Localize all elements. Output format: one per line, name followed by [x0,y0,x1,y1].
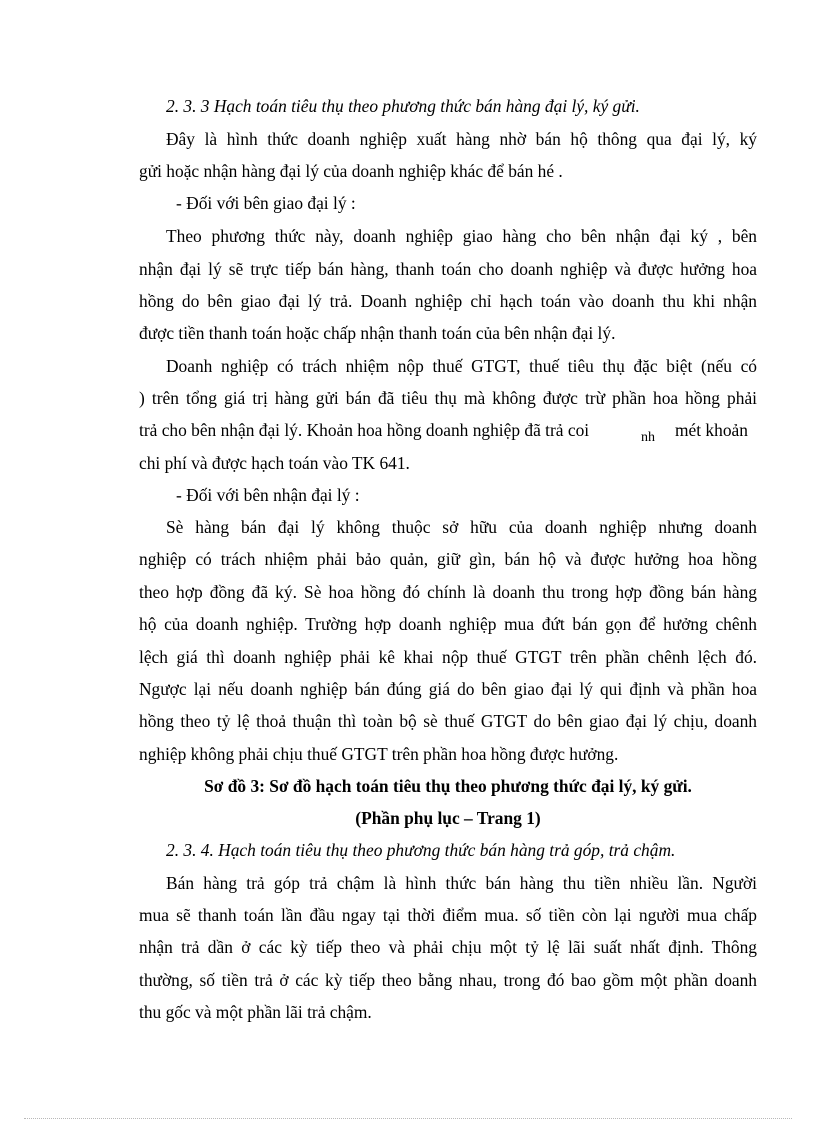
paragraph-line: gửi hoặc nhận hàng đại lý của doanh nghiệp khác để bán hé . [139,161,563,181]
paragraph-line: nhận đại lý sẽ trực tiếp bán hàng, thanh toán cho doanh nghiệp và được hưởng hoa [139,259,757,279]
section-heading-2-3-3: 2. 3. 3 Hạch toán tiêu thụ theo phương thức bán hàng đại lý, ký gửi. [166,96,640,116]
paragraph-line: thường, số tiền trả ở các kỳ tiếp theo bằng nhau, trong đó bao gồm một phần doanh [139,970,757,990]
paragraph-line: được tiền thanh toán hoặc chấp nhận thanh toán của bên nhận đại lý. [139,323,616,343]
paragraph-line: Sè hàng bán đại lý không thuộc sở hữu của doanh nghiệp nhưng doanh [166,517,757,537]
paragraph-line: hộ của doanh nghiệp. Trường hợp doanh nghiệp mua đứt bán gọn để hưởng chênh [139,614,757,634]
diagram-reference: (Phần phụ lục – Trang 1) [355,808,541,828]
paragraph-line: thu gốc và một phần lãi trả chậm. [139,1002,372,1022]
page-bottom-divider [24,1118,792,1119]
section-heading-2-3-4: 2. 3. 4. Hạch toán tiêu thụ theo phương thức bán hàng trả góp, trả chậm. [166,840,676,860]
subscript-text: nh [641,430,655,445]
paragraph-line: theo hợp đồng đã ký. Sè hoa hồng đó chính là doanh thu trong hợp đồng bán hàng [139,582,757,602]
paragraph-line: lệch giá thì doanh nghiệp phải kê khai nộp thuế GTGT trên phần chênh lệch đó. [139,647,757,667]
paragraph-line: Doanh nghiệp có trách nhiệm nộp thuế GTGT, thuế tiêu thụ đặc biệt (nếu có [166,356,757,376]
paragraph-line: hồng theo tỷ lệ thoả thuận thì toàn bộ sè thuế GTGT do bên giao đại lý chịu, doanh [139,711,757,731]
paragraph-line: hồng do bên giao đại lý trả. Doanh nghiệp chỉ hạch toán vào doanh thu khi nhận [139,291,757,311]
paragraph-line: Bán hàng trả góp trả chậm là hình thức bán hàng thu tiền nhiều lần. Người [166,873,757,893]
paragraph-line: Theo phương thức này, doanh nghiệp giao hàng cho bên nhận đại ký , bên [166,226,757,246]
bullet-ben-giao-dai-ly: - Đối với bên giao đại lý : [176,193,356,213]
paragraph-line: nghiệp không phải chịu thuế GTGT trên phần hoa hồng được hưởng. [139,744,619,764]
paragraph-line: nhận trả dần ở các kỳ tiếp theo và phải chịu một tỷ lệ lãi suất nhất định. Thông [139,937,757,957]
diagram-title: Sơ đồ 3: Sơ đồ hạch toán tiêu thụ theo phương thức đại lý, ký gửi. [204,776,692,796]
paragraph-line: Ngược lại nếu doanh nghiệp bán đúng giá do bên giao đại lý qui định và phần hoa [139,679,757,699]
paragraph-line: chi phí và được hạch toán vào TK 641. [139,453,410,473]
subscript-fragment [641,419,655,444]
paragraph-line: trả cho bên nhận đại lý. Khoản hoa hồng doanh nghiệp đã trả coi [139,420,590,440]
bullet-ben-nhan-dai-ly: - Đối với bên nhận đại lý : [176,485,360,505]
paragraph-line: mua sẽ thanh toán lần đầu ngay tại thời điểm mua. số tiền còn lại người mua chấp [139,905,757,925]
paragraph-line: Đây là hình thức doanh nghiệp xuất hàng nhờ bán hộ thông qua đại lý, ký [166,129,757,149]
paragraph-line: ) trên tổng giá trị hàng gửi bán đã tiêu thụ mà không được trừ phần hoa hồng phải [139,388,757,408]
paragraph-line: nghiệp có trách nhiệm phải bảo quản, giữ gìn, bán hộ và được hưởng hoa hồng [139,549,757,569]
paragraph-line: mét khoản [675,420,748,440]
